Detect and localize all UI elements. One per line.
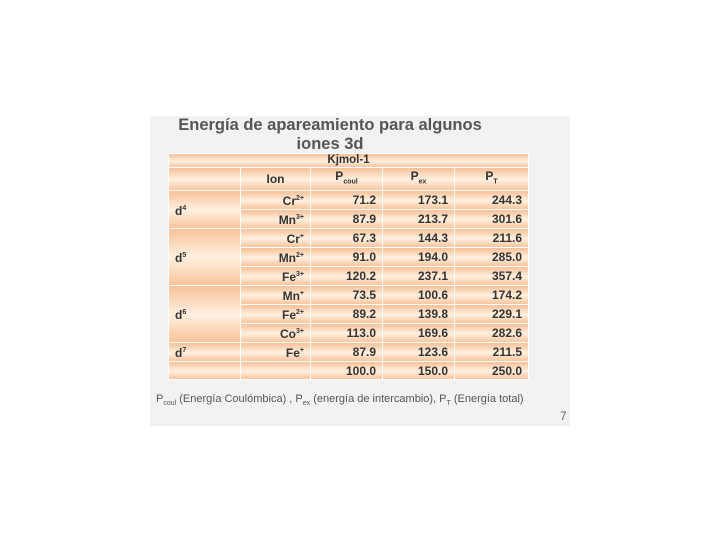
pcoul-cell: 87.9 <box>311 210 383 229</box>
pex-cell: 144.3 <box>383 229 455 248</box>
pt-cell: 301.6 <box>455 210 529 229</box>
table-row <box>169 343 529 362</box>
header-pt: $P_T$ <box>455 168 529 191</box>
header-pex: $P_{ex}$ <box>383 168 455 191</box>
pcoul-cell: 100.0 <box>311 362 383 380</box>
ion-cell: Mn+ <box>241 286 311 305</box>
table-row <box>169 286 529 305</box>
pt-cell: 282.6 <box>455 324 529 343</box>
title-line-2: iones 3d <box>296 135 364 153</box>
title-line-1: Energía de apareamiento para algunos <box>178 116 482 134</box>
unit-row <box>169 154 529 168</box>
slide <box>150 116 570 426</box>
pex-cell: 194.0 <box>383 248 455 267</box>
ion-cell: $Cr^{2+}$ <box>241 191 311 210</box>
config-cell: $d^5$ <box>169 229 241 286</box>
pcoul-cell: 73.5 <box>311 286 383 305</box>
ion-cell: $Fe^{2+}$ <box>241 305 311 324</box>
pex-cell: 100.6 <box>383 286 455 305</box>
table-row <box>169 229 529 248</box>
ion-cell: $Fe^{3+}$ <box>241 267 311 286</box>
pairing-energy-table <box>168 153 529 380</box>
empty-cell <box>241 362 311 380</box>
ion-cell: $Mn^{3+}$ <box>241 210 311 229</box>
header-pcoul: $P_{coul}$ <box>311 168 383 191</box>
caption: $P_{coul}$ (Energía Coulómbica) , $P_{ex}$ (energía de intercambio), $P_T$ (Energía total) <box>156 393 524 408</box>
table-row <box>169 362 529 380</box>
pt-cell: 250.0 <box>455 362 529 380</box>
pex-cell: 150.0 <box>383 362 455 380</box>
pt-cell: 244.3 <box>455 191 529 210</box>
pt-cell: 174.2 <box>455 286 529 305</box>
config-cell: $d^7$ <box>169 343 241 362</box>
header-row <box>169 168 529 191</box>
header-ion: Ion <box>241 168 311 191</box>
ion-cell: Fe+ <box>241 343 311 362</box>
pt-cell: 211.5 <box>455 343 529 362</box>
pex-cell: 169.6 <box>383 324 455 343</box>
pcoul-cell: 71.2 <box>311 191 383 210</box>
pex-cell: 237.1 <box>383 267 455 286</box>
header-config <box>169 168 241 191</box>
pex-cell: 123.6 <box>383 343 455 362</box>
table-row <box>169 191 529 210</box>
pcoul-cell: 91.0 <box>311 248 383 267</box>
pcoul-cell: 120.2 <box>311 267 383 286</box>
pt-cell: 285.0 <box>455 248 529 267</box>
config-cell: $d^4$ <box>169 191 241 229</box>
pcoul-cell: 113.0 <box>311 324 383 343</box>
empty-cell <box>169 362 241 380</box>
ion-cell: Cr+ <box>241 229 311 248</box>
config-cell: $d^6$ <box>169 286 241 343</box>
pex-cell: 213.7 <box>383 210 455 229</box>
pcoul-cell: 87.9 <box>311 343 383 362</box>
pt-cell: 211.6 <box>455 229 529 248</box>
pex-cell: 139.8 <box>383 305 455 324</box>
pcoul-cell: 89.2 <box>311 305 383 324</box>
pt-cell: 357.4 <box>455 267 529 286</box>
pt-cell: 229.1 <box>455 305 529 324</box>
unit-label: Kjmol-1 <box>169 154 529 168</box>
ion-cell: $Mn^{2+}$ <box>241 248 311 267</box>
slide-title <box>150 116 510 154</box>
pcoul-cell: 67.3 <box>311 229 383 248</box>
page-number: 7 <box>560 409 567 423</box>
ion-cell: $Co^{3+}$ <box>241 324 311 343</box>
pex-cell: 173.1 <box>383 191 455 210</box>
